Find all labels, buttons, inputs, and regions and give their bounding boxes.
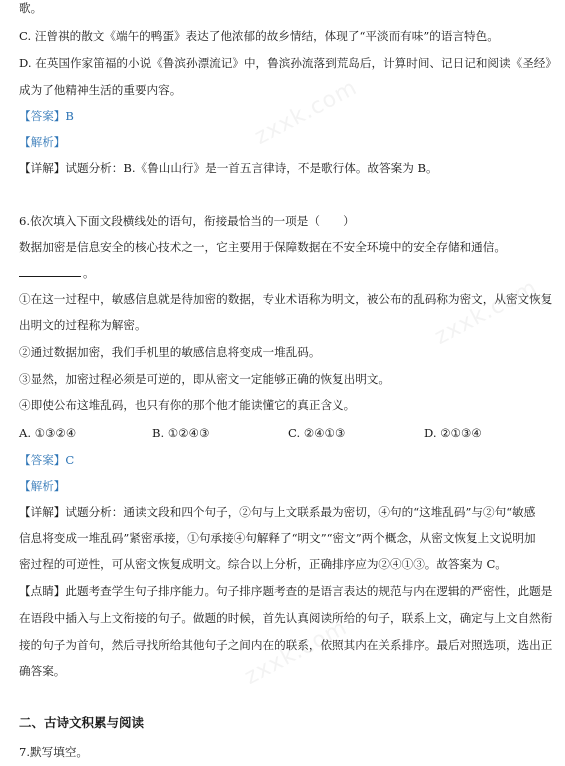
- text-line: 。: [83, 266, 95, 280]
- option-c: C. ②④①③: [288, 426, 346, 440]
- watermark: zxxk.com: [240, 615, 352, 690]
- sentence-3: ③显然，加密过程必须是可逆的，即从密文一定能够正确的恢复出明文。: [19, 372, 391, 386]
- question-6-title: 6.依次填入下面文段横线处的语句，衔接最恰当的一项是（ ）: [19, 214, 355, 228]
- tip-line: 【点睛】此题考查学生句子排序能力。句子排序题考查的是语言表达的规范与内在逻辑的严密性，此题是: [19, 584, 553, 598]
- text-line: 歌。: [19, 1, 43, 15]
- option-d-line: D. 在英国作家笛福的小说《鲁滨孙漂流记》中，鲁滨孙流落到荒岛后，计算时间、记日记和阅读《圣经》: [19, 56, 557, 70]
- option-a: A. ①③②④: [19, 426, 77, 440]
- detail-line: 信息将变成一堆乱码”紧密承接，①句承接④句解释了“明文”“密文”两个概念，从密文恢复上文说明加: [19, 531, 536, 545]
- option-c-line: C. 汪曾祺的散文《端午的鸭蛋》表达了他浓郁的故乡情结，体现了“平淡而有味”的语言特色。: [19, 29, 499, 43]
- tip-line: 在语段中插入与上文衔接的句子。做题的时候，首先认真阅读所给的句子，联系上文，确定与上文自然衔: [19, 611, 553, 625]
- watermark: zxxk.com: [250, 75, 362, 150]
- answer-tag: 【答案】C: [19, 453, 75, 467]
- option-b: B. ①②④③: [152, 426, 210, 440]
- tip-line: 接的句子为首句，然后寻找所给其他句子之间内在的联系，依照其内在关系排序。最后对照选项，选出正: [19, 638, 553, 652]
- sentence-1: ①在这一过程中，敏感信息就是待加密的数据，专业术语称为明文，被公布的乱码称为密文，从密文恢复: [19, 292, 553, 306]
- detail-line: 【详解】试题分析：B.《鲁山山行》是一首五言律诗，不是歌行体。故答案为 B。: [19, 161, 438, 175]
- sentence-4: ④即使公布这堆乱码，也只有你的那个他才能读懂它的真正含义。: [19, 398, 356, 412]
- section-heading: 二、古诗文积累与阅读: [19, 715, 145, 730]
- detail-line: 密过程的可逆性，可从密文恢复成明文。综合以上分析，正确排序应为②④①③。故答案为 C。: [19, 557, 507, 571]
- fill-blank: [19, 266, 81, 277]
- watermark: zxxk.com: [430, 275, 542, 350]
- blank-line: [19, 265, 95, 281]
- text-line: 成为了他精神生活的重要内容。: [19, 83, 182, 97]
- sentence-1-cont: 出明文的过程称为解密。: [19, 318, 147, 332]
- option-d: D. ②①③④: [424, 426, 482, 440]
- question-6-passage: 数据加密是信息安全的核心技术之一，它主要用于保障数据在不安全环境中的安全存储和通信。: [19, 240, 506, 254]
- detail-line: 【详解】试题分析：通读文段和四个句子，②句与上文联系最为密切，④句的“这堆乱码”与②句“敏感: [19, 505, 536, 519]
- analysis-tag: 【解析】: [19, 135, 66, 149]
- analysis-tag: 【解析】: [19, 479, 66, 493]
- tip-line: 确答案。: [19, 664, 66, 678]
- answer-tag: 【答案】B: [19, 109, 74, 123]
- question-7-title: 7.默写填空。: [19, 745, 89, 759]
- sentence-2: ②通过数据加密，我们手机里的敏感信息将变成一堆乱码。: [19, 345, 321, 359]
